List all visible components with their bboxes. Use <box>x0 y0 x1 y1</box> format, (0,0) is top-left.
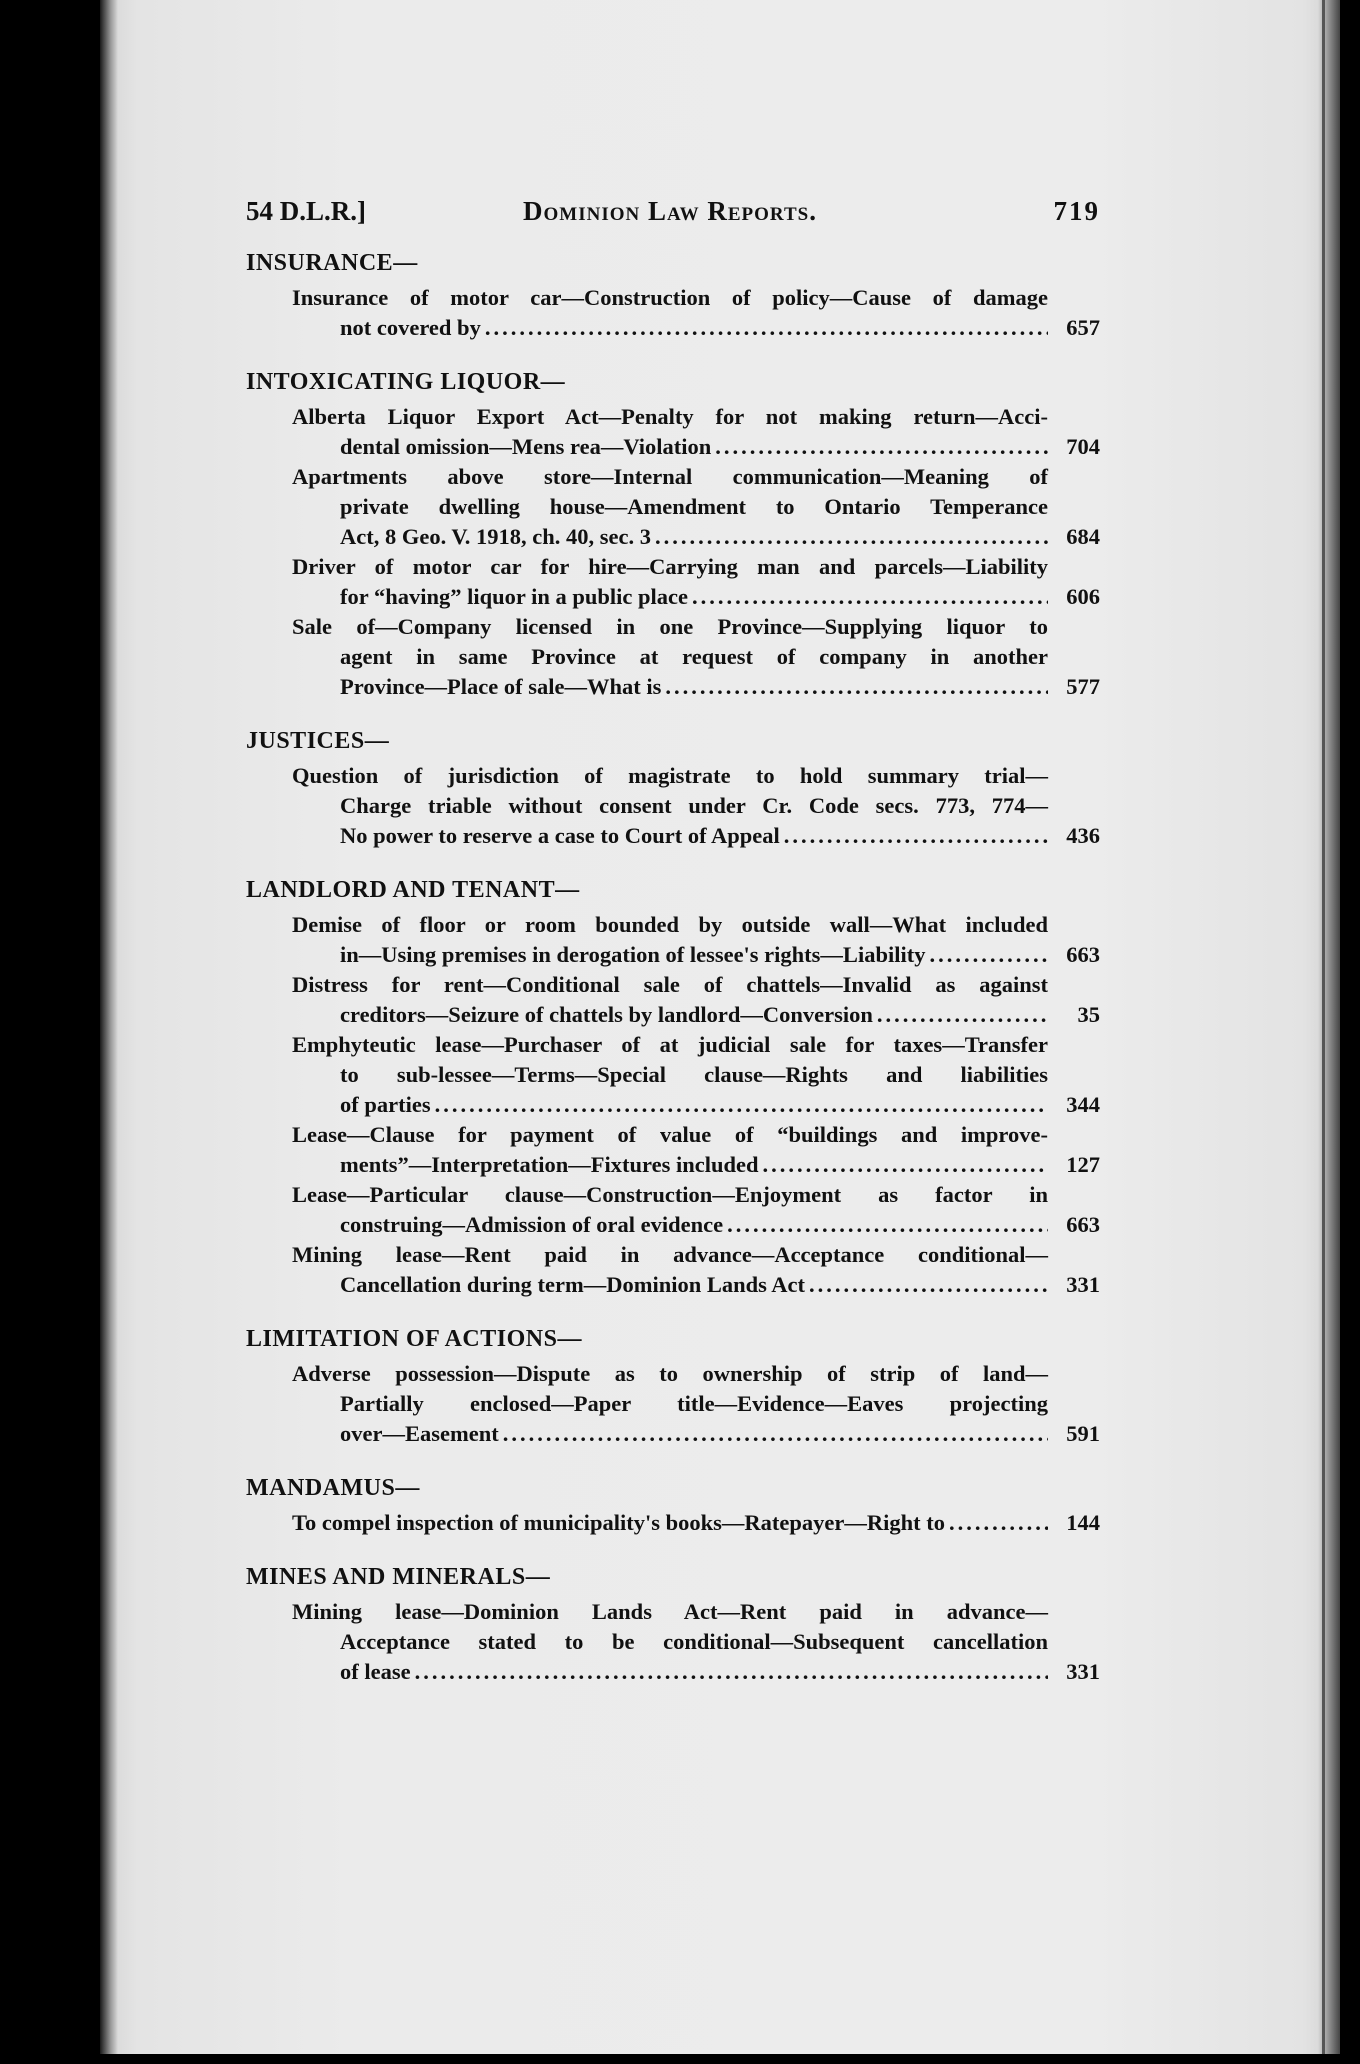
entry-text: of parties <box>340 1092 431 1117</box>
index-entry <box>240 910 1100 970</box>
index-entry <box>240 761 1100 851</box>
entry-last-line <box>292 1090 1048 1120</box>
entry-text: To compel inspection of municipality's books—Ratepayer—Right to <box>292 1510 945 1535</box>
page-reference: 127 <box>1066 1152 1100 1177</box>
entry-text: Cancellation during term—Dominion Lands Act <box>340 1272 806 1297</box>
section-heading: JUSTICES— <box>246 728 390 754</box>
index-entry <box>240 1030 1100 1120</box>
entry-last-line <box>292 1270 1048 1300</box>
index-entry <box>240 1240 1100 1300</box>
page-reference: 144 <box>1066 1510 1100 1535</box>
page-right-border <box>1322 0 1325 2054</box>
entry-text: of lease <box>340 1659 411 1684</box>
entry-text: Emphyteutic lease—Purchaser of at judicial sale for taxes—Transfer <box>292 1032 1048 1057</box>
index-entry <box>240 1359 1100 1449</box>
entry-last-line <box>292 582 1048 612</box>
page-reference: 344 <box>1066 1092 1100 1117</box>
page-reference: 35 <box>1077 1002 1100 1027</box>
page-reference: 704 <box>1066 434 1100 459</box>
entry-last-line <box>292 940 1048 970</box>
dot-leader <box>485 313 1048 343</box>
entry-last-line <box>292 672 1048 702</box>
page-reference: 663 <box>1066 1212 1100 1237</box>
index-section <box>240 1475 1100 1538</box>
entry-text: Partially enclosed—Paper title—Evidence—Eaves projecting <box>340 1391 1048 1416</box>
entry-text: construing—Admission of oral evidence <box>340 1212 724 1237</box>
section-heading: INTOXICATING LIQUOR— <box>246 369 566 395</box>
dot-leader <box>763 1150 1048 1180</box>
entry-text: No power to reserve a case to Court of Appeal <box>340 823 780 848</box>
entry-text: private dwelling house—Amendment to Ontario Temperance <box>340 494 1048 519</box>
index-section <box>240 1564 1100 1687</box>
entry-text: Mining lease—Dominion Lands Act—Rent paid in advance— <box>292 1599 1048 1624</box>
index-content <box>240 196 1100 1687</box>
section-heading: MINES AND MINERALS— <box>246 1564 551 1590</box>
index-section <box>240 369 1100 702</box>
entry-last-line <box>292 1419 1048 1449</box>
entry-last-line <box>292 1210 1048 1240</box>
entry-text: over—Easement <box>340 1421 499 1446</box>
dot-leader <box>692 582 1048 612</box>
index-section <box>240 1326 1100 1449</box>
page-reference: 331 <box>1066 1659 1100 1684</box>
section-heading: LIMITATION OF ACTIONS— <box>246 1326 582 1352</box>
publication-title: Dominion Law Reports. <box>523 196 817 226</box>
index-entry <box>240 1508 1100 1538</box>
section-heading: INSURANCE— <box>246 250 418 276</box>
entry-text: creditors—Seizure of chattels by landlord—Conversion <box>340 1002 873 1027</box>
entry-text: for “having” liquor in a public place <box>340 584 688 609</box>
entry-text: Insurance of motor car—Construction of policy—Cause of damage <box>292 285 1048 310</box>
entry-text: Driver of motor car for hire—Carrying man and parcels—Liability <box>292 554 1048 579</box>
index-entry <box>240 283 1100 343</box>
entry-text: Demise of floor or room bounded by outside wall—What included <box>292 912 1048 937</box>
entry-text: Charge triable without consent under Cr. Code secs. 773, 774— <box>340 793 1048 818</box>
page-reference: 436 <box>1066 823 1100 848</box>
entry-text: Alberta Liquor Export Act—Penalty for not making return—Acci- <box>292 404 1048 429</box>
entry-text: Distress for rent—Conditional sale of chattels—Invalid as against <box>292 972 1048 997</box>
dot-leader <box>929 940 1048 970</box>
page-reference: 591 <box>1066 1421 1100 1446</box>
entry-last-line <box>292 313 1048 343</box>
page-reference: 684 <box>1066 524 1100 549</box>
index-entry <box>240 1120 1100 1180</box>
entry-text: Act, 8 Geo. V. 1918, ch. 40, sec. 3 <box>340 524 652 549</box>
entry-last-line <box>292 432 1048 462</box>
entry-last-line <box>292 1508 1048 1538</box>
entry-text: Adverse possession—Dispute as to ownership of strip of land— <box>292 1361 1048 1386</box>
dot-leader <box>784 821 1048 851</box>
entry-last-line <box>292 1657 1048 1687</box>
dot-leader <box>655 522 1048 552</box>
dot-leader <box>503 1419 1048 1449</box>
entry-last-line <box>292 821 1048 851</box>
dot-leader <box>949 1508 1048 1538</box>
book-spine-shadow <box>100 0 118 2054</box>
entry-text: Apartments above store—Internal communication—Meaning of <box>292 464 1048 489</box>
entry-text: Sale of—Company licensed in one Province—Supplying liquor to <box>292 614 1048 639</box>
entry-text: Lease—Clause for payment of value of “buildings and improve- <box>292 1122 1048 1147</box>
entry-text: dental omission—Mens rea—Violation <box>340 434 712 459</box>
index-entry <box>240 612 1100 702</box>
entry-text: Acceptance stated to be conditional—Subsequent cancellation <box>340 1629 1048 1654</box>
section-heading: MANDAMUS— <box>246 1475 420 1501</box>
page-reference: 331 <box>1066 1272 1100 1297</box>
dot-leader <box>809 1270 1048 1300</box>
entry-last-line <box>292 1150 1048 1180</box>
dot-leader <box>415 1657 1048 1687</box>
index-entry <box>240 402 1100 462</box>
entry-text: not covered by <box>340 315 481 340</box>
page-reference: 663 <box>1066 942 1100 967</box>
index-entry <box>240 1180 1100 1240</box>
page-number: 719 <box>1053 196 1100 226</box>
entry-text: in—Using premises in derogation of lessee's rights—Liability <box>340 942 926 967</box>
index-entry <box>240 1597 1100 1687</box>
dot-leader <box>877 1000 1048 1030</box>
scan-bottom-border <box>0 2054 1360 2064</box>
dot-leader <box>435 1090 1048 1120</box>
entry-text: to sub-lessee—Terms—Special clause—Rights and liabilities <box>340 1062 1048 1087</box>
index-entry <box>240 462 1100 552</box>
dot-leader <box>715 432 1048 462</box>
entry-text: agent in same Province at request of company in another <box>340 644 1048 669</box>
page-reference: 657 <box>1066 315 1100 340</box>
section-heading: LANDLORD AND TENANT— <box>246 877 580 903</box>
entry-text: Lease—Particular clause—Construction—Enjoyment as factor in <box>292 1182 1048 1207</box>
index-sections <box>240 250 1100 1687</box>
dot-leader <box>665 672 1048 702</box>
running-head <box>240 196 1100 236</box>
dot-leader <box>727 1210 1048 1240</box>
entry-text: Question of jurisdiction of magistrate to hold summary trial— <box>292 763 1048 788</box>
page-reference: 577 <box>1066 674 1100 699</box>
entry-text: Mining lease—Rent paid in advance—Acceptance conditional— <box>292 1242 1048 1267</box>
page-reference: 606 <box>1066 584 1100 609</box>
index-entry <box>240 552 1100 612</box>
entry-text: ments”—Interpretation—Fixtures included <box>340 1152 759 1177</box>
index-section <box>240 728 1100 851</box>
entry-text: Province—Place of sale—What is <box>340 674 662 699</box>
index-section <box>240 877 1100 1300</box>
entry-last-line <box>292 1000 1048 1030</box>
volume-reference: 54 D.L.R.] <box>246 196 366 226</box>
entry-last-line <box>292 522 1048 552</box>
index-entry <box>240 970 1100 1030</box>
index-section <box>240 250 1100 343</box>
